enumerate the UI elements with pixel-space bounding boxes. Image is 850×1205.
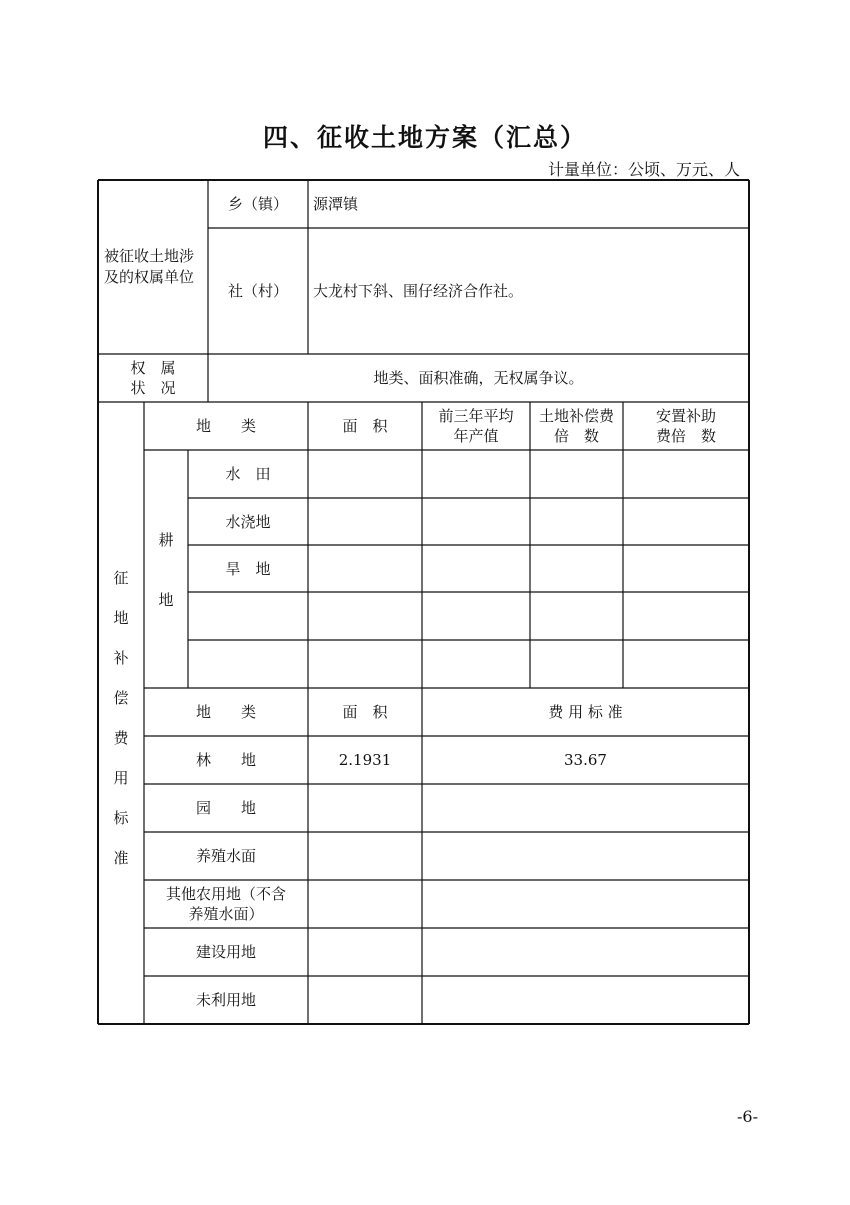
village-value: 大龙村下斜、围仔经济合作社。 <box>313 282 524 300</box>
village-label: 社（村） <box>227 282 288 300</box>
cultivated-resettle-cell <box>623 592 749 640</box>
header-land-type: 地 类 <box>195 417 256 435</box>
cultivated-avg-output-cell <box>422 592 530 640</box>
compensation-label-char: 地 <box>113 609 129 627</box>
header-area: 面 积 <box>342 417 388 435</box>
other-land-area-cell <box>308 880 422 928</box>
cultivated-label-char: 耕 <box>158 531 174 549</box>
cultivated-type-cell: 水浇地 <box>225 512 271 531</box>
compensation-label-char: 征 <box>113 569 129 587</box>
compensation-label-char: 用 <box>113 769 129 787</box>
other-land-fee-cell <box>422 928 749 976</box>
other-land-area-cell: 2.1931 <box>338 751 392 769</box>
cultivated-area-cell <box>308 592 422 640</box>
other-land-area-cell <box>308 976 422 1024</box>
compensation-standard-label <box>98 402 144 1024</box>
cultivated-land-comp-cell <box>530 592 623 640</box>
page-number: -6- <box>737 1107 758 1126</box>
compensation-label-char: 补 <box>113 649 129 667</box>
cultivated-type-cell: 水 田 <box>225 465 271 483</box>
cultivated-label-char: 地 <box>158 591 174 609</box>
cultivated-type-cell <box>188 592 308 640</box>
other-land-fee-cell <box>422 880 749 928</box>
header-resettle-multiple: 安置补助费倍 数 <box>655 407 716 445</box>
cultivated-type-cell <box>188 640 308 688</box>
header-land-comp-multiple: 土地补偿费倍 数 <box>538 407 614 445</box>
ownership-status-value: 地类、面积准确，无权属争议。 <box>373 369 584 387</box>
other-land-area-cell <box>308 928 422 976</box>
other-land-area-cell <box>308 784 422 832</box>
cultivated-avg-output-cell <box>422 450 530 498</box>
cultivated-area-cell <box>308 545 422 592</box>
ownership-status-label: 权 属 状 况 <box>130 359 176 397</box>
cultivated-area-cell <box>308 450 422 498</box>
cultivated-land-comp-cell <box>530 450 623 498</box>
cultivated-land-comp-cell <box>530 498 623 545</box>
other-land-type-cell: 林 地 <box>195 751 256 769</box>
compensation-label-char: 标 <box>113 809 129 827</box>
other-land-fee-cell: 33.67 <box>564 751 607 769</box>
cultivated-land-comp-cell <box>530 640 623 688</box>
compensation-label-char: 费 <box>113 729 129 747</box>
other-land-area-cell <box>308 832 422 880</box>
other-land-type-cell: 未利用地 <box>195 991 256 1009</box>
cultivated-resettle-cell <box>623 640 749 688</box>
other-land-fee-cell <box>422 832 749 880</box>
cultivated-area-cell <box>308 640 422 688</box>
cultivated-avg-output-cell <box>422 640 530 688</box>
compensation-label-char: 准 <box>113 849 129 867</box>
cultivated-area-cell <box>308 498 422 545</box>
other-land-type-cell: 园 地 <box>195 799 256 817</box>
other-land-type-cell: 养殖水面 <box>195 847 256 865</box>
compensation-label-char: 偿 <box>113 689 129 707</box>
other-land-type-cell: 其他农用地（不含养殖水面） <box>166 885 287 923</box>
cultivated-resettle-cell <box>623 545 749 592</box>
township-label: 乡（镇） <box>227 195 288 213</box>
cultivated-type-cell: 旱 地 <box>225 559 271 578</box>
header2-fee-standard: 费 用 标 准 <box>548 703 623 721</box>
cultivated-land-comp-cell <box>530 545 623 592</box>
header2-area: 面 积 <box>342 703 388 721</box>
header-avg-output: 前三年平均年产值 <box>438 407 514 445</box>
cultivated-avg-output-cell <box>422 545 530 592</box>
ownership-section-label: 被征收土地涉及的权属单位 <box>104 247 195 286</box>
header2-land-type: 地 类 <box>195 703 256 721</box>
cultivated-resettle-cell <box>623 450 749 498</box>
cultivated-avg-output-cell <box>422 498 530 545</box>
other-land-type-cell: 建设用地 <box>195 943 256 961</box>
measurement-units: 计量单位：公顷、万元、人 <box>547 160 740 179</box>
page-title: 四、征收土地方案（汇总） <box>262 123 587 152</box>
cultivated-resettle-cell <box>623 498 749 545</box>
other-land-fee-cell <box>422 784 749 832</box>
township-value: 源潭镇 <box>313 195 359 213</box>
cultivated-land-label <box>144 450 188 688</box>
other-land-fee-cell <box>422 976 749 1024</box>
